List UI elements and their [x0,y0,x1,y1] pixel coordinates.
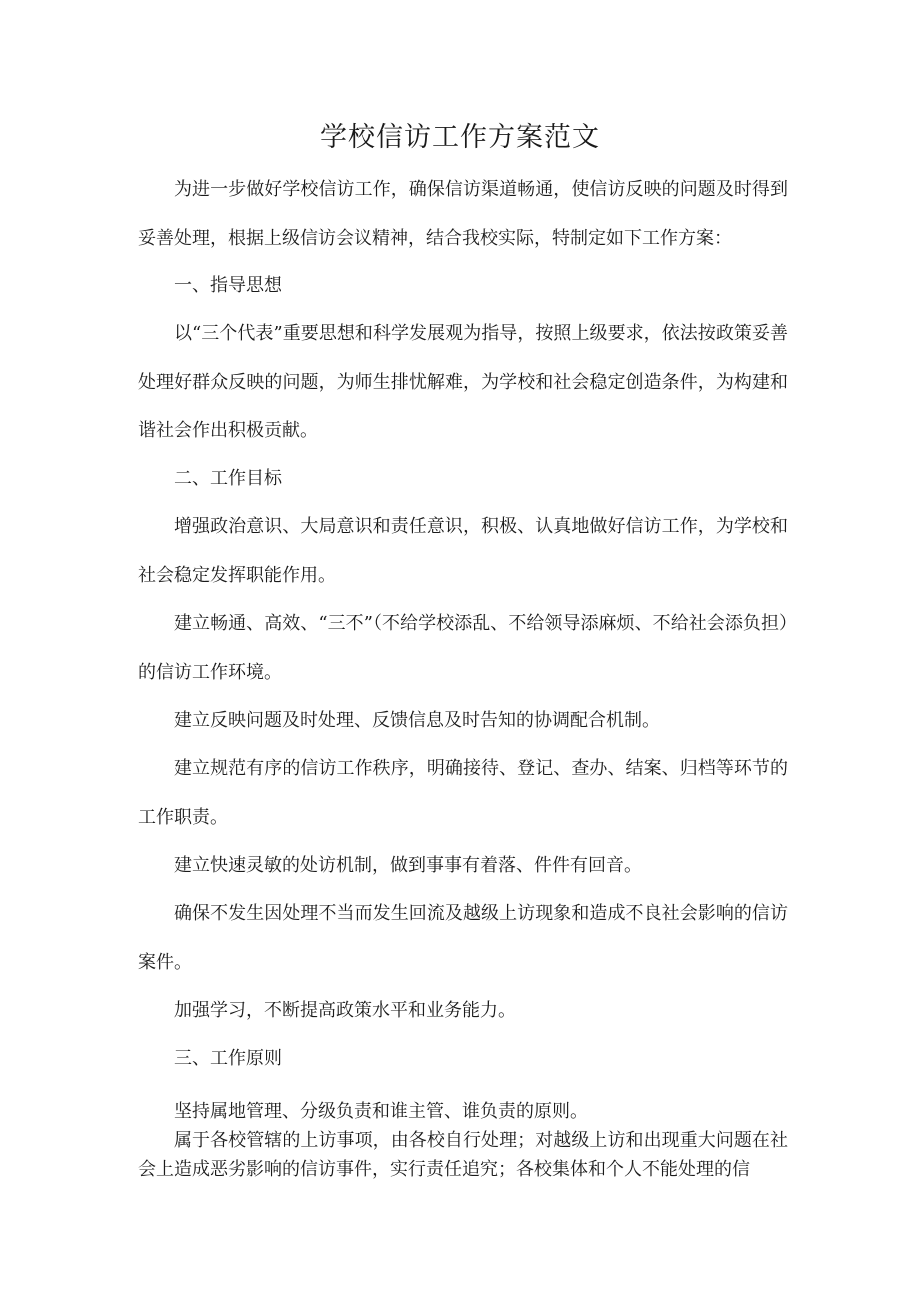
goal-paragraph: 建立畅通、高效、“三不”（不给学校添乱、不给领导添麻烦、不给社会添负担）的信访工作环境。 [138,613,788,683]
principle-paragraph: 坚持属地管理、分级负责和谁主管、谁负责的原则。 [174,1101,588,1122]
section-heading-work-goals: 二、工作目标 [174,468,282,489]
goal-paragraph: 建立规范有序的信访工作秩序，明确接待、登记、查办、结案、归档等环节的工作职责。 [138,758,788,828]
goal-paragraph: 建立反映问题及时处理、反馈信息及时告知的协调配合机制。 [174,710,660,731]
intro-paragraph: 为进一步做好学校信访工作，确保信访渠道畅通，使信访反映的问题及时得到妥善处理，根据上级信访会议精神，结合我校实际，特制定如下工作方案： [138,179,788,249]
goal-paragraph: 增强政治意识、大局意识和责任意识，积极、认真地做好信访工作，为学校和社会稳定发挥职能作用。 [138,516,788,586]
principle-paragraph: 属于各校管辖的上访事项，由各校自行处理；对越级上访和出现重大问题在社会上造成恶劣影响的信访事件，实行责任追究；各校集体和个人不能处理的信 [138,1130,788,1180]
guiding-ideology-paragraph: 以“三个代表”重要思想和科学发展观为指导，按照上级要求，依法按政策妥善处理好群众反映的问题，为师生排忧解难，为学校和社会稳定创造条件，为构建和谐社会作出积极贡献。 [138,323,788,441]
goal-paragraph: 建立快速灵敏的处访机制，做到事事有着落、件件有回音。 [174,855,642,876]
goal-paragraph: 加强学习，不断提高政策水平和业务能力。 [174,1000,516,1021]
document-title: 学校信访工作方案范文 [320,122,600,153]
section-heading-work-principles: 三、工作原则 [174,1048,282,1069]
section-heading-guiding-ideology: 一、指导思想 [174,275,282,296]
goal-paragraph: 确保不发生因处理不当而发生回流及越级上访现象和造成不良社会影响的信访案件。 [138,903,788,973]
